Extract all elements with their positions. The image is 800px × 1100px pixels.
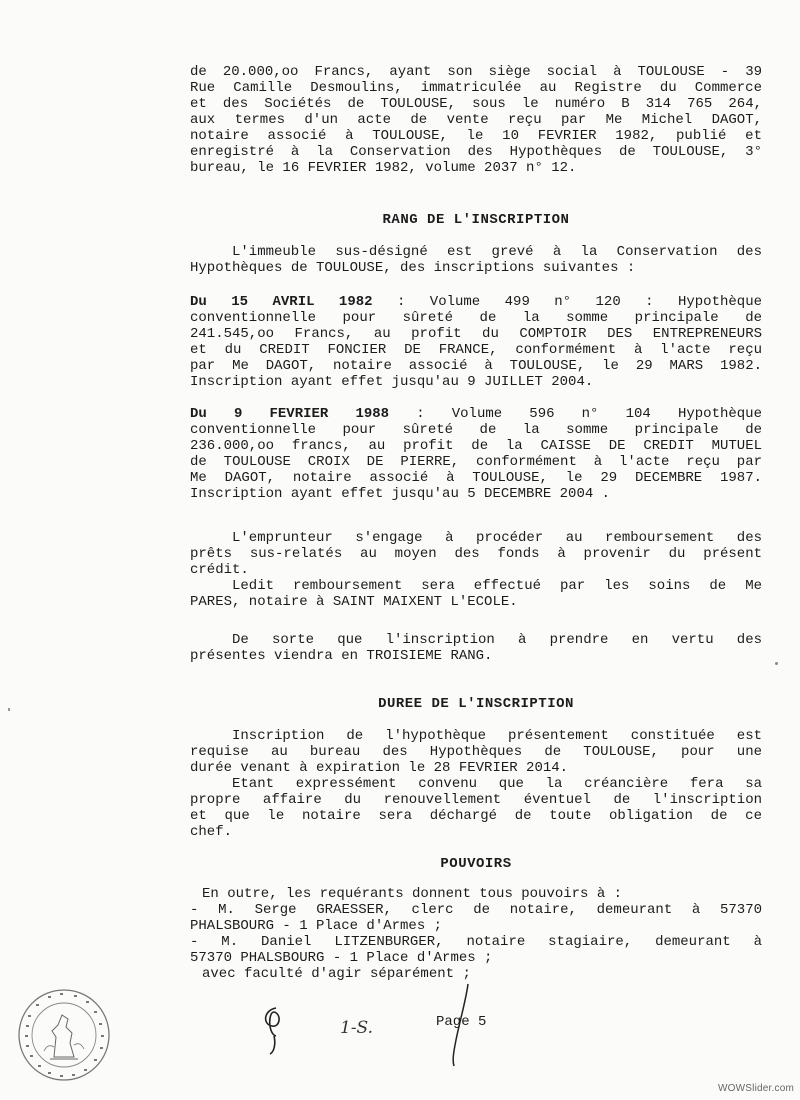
inscription-prefix: Du: [190, 294, 232, 310]
text-line: et du CREDIT FONCIER DE FRANCE, conformément à l'acte reçu: [190, 342, 762, 358]
inscription-volume: : Volume 596 n° 104 Hypothèque: [389, 406, 762, 422]
text-line: conventionnelle pour sûreté de la somme principale de: [190, 422, 762, 438]
scan-speck: [8, 708, 10, 711]
text-line: Hypothèques de TOULOUSE, des inscriptions suivantes :: [190, 260, 636, 276]
inscription-volume: : Volume 499 n° 120 : Hypothèque: [372, 294, 762, 310]
text-line: conventionnelle pour sûreté de la somme principale de: [190, 310, 762, 326]
text-line: Me DAGOT, notaire associé à TOULOUSE, le 29 DECEMBRE 1987.: [190, 470, 762, 486]
inscription-1988: [190, 406, 762, 502]
section-heading-duree: DUREE DE L'INSCRIPTION: [378, 696, 574, 712]
text-line: propre affaire du renouvellement éventuel de l'inscription: [190, 792, 762, 808]
duree-paragraph: [190, 728, 762, 840]
intro-paragraph: [190, 64, 762, 176]
text-line: chef.: [190, 824, 233, 840]
rang-intro-paragraph: [190, 244, 762, 276]
watermark-text: WOWSlider.com: [718, 1083, 794, 1094]
text-line: 57370 PHALSBOURG - 1 Place d'Armes ;: [190, 950, 493, 966]
text-line: Ledit remboursement sera effectué par les soins de Me: [232, 578, 762, 594]
text-line: et que le notaire sera déchargé de toute obligation de ce: [190, 808, 762, 824]
text-line: Etant expressément convenu que la créancière fera sa: [232, 776, 762, 792]
notary-seal-stamp: [14, 985, 114, 1085]
text-line: avec faculté d'agir séparément ;: [202, 966, 471, 982]
text-line: notaire associé à TOULOUSE, le 10 FEVRIER 1982, publié et: [190, 128, 762, 144]
text-line: requise au bureau des Hypothèques de TOULOUSE, pour une: [190, 744, 762, 760]
text-line: Inscription de l'hypothèque présentement constituée est: [232, 728, 762, 744]
text-line: En outre, les requérants donnent tous pouvoirs à :: [202, 886, 623, 902]
handwritten-initials: 1-S.: [340, 1018, 374, 1038]
inscription-date: 15 AVRIL 1982: [231, 294, 373, 310]
text-line: bureau, le 16 FEVRIER 1982, volume 2037 n° 12.: [190, 160, 577, 176]
scan-speck: [775, 662, 778, 665]
text-line: et des Sociétés de TOULOUSE, sous le numéro B 314 765 264,: [190, 96, 762, 112]
text-line: durée venant à expiration le 28 FEVRIER 2014.: [190, 760, 569, 776]
text-line: de 20.000,oo Francs, ayant son siège social à TOULOUSE - 39: [190, 64, 762, 80]
text-line: 241.545,oo Francs, au profit du COMPTOIR DES ENTREPRENEURS: [190, 326, 762, 342]
text-line: L'emprunteur s'engage à procéder au remboursement des: [232, 530, 762, 546]
inscription-prefix: Du: [190, 406, 234, 422]
text-line: 236.000,oo francs, au profit de la CAISSE DE CREDIT MUTUEL: [190, 438, 762, 454]
inscription-date: 9 FEVRIER 1988: [233, 406, 390, 422]
text-line: PHALSBOURG - 1 Place d'Armes ;: [190, 918, 443, 934]
section-heading-pouvoirs: POUVOIRS: [440, 856, 512, 872]
inscription-1982: [190, 294, 762, 390]
pouvoirs-paragraph: [190, 886, 762, 982]
text-line: - M. Serge GRAESSER, clerc de notaire, demeurant à 57370: [190, 902, 762, 918]
text-line: Inscription ayant effet jusqu'au 5 DECEMBRE 2004 .: [190, 486, 611, 502]
text-line: de TOULOUSE CROIX DE PIERRE, conformément à l'acte reçu par: [190, 454, 762, 470]
text-line: [190, 406, 762, 422]
page-number: Page 5: [436, 1014, 487, 1030]
text-line: De sorte que l'inscription à prendre en vertu des: [232, 632, 762, 648]
handwritten-signature: [250, 1000, 310, 1060]
section-heading-rang: RANG DE L'INSCRIPTION: [382, 212, 570, 228]
text-line: présentes viendra en TROISIEME RANG.: [190, 648, 493, 664]
text-line: L'immeuble sus-désigné est grevé à la Conservation des: [232, 244, 762, 260]
emprunteur-paragraph: [190, 530, 762, 610]
text-line: Rue Camille Desmoulins, immatriculée au Registre du Commerce: [190, 80, 762, 96]
text-line: - M. Daniel LITZENBURGER, notaire stagiaire, demeurant à: [190, 934, 762, 950]
text-line: aux termes d'un acte de vente reçu par Me Michel DAGOT,: [190, 112, 762, 128]
text-line: crédit.: [190, 562, 249, 578]
text-line: enregistré à la Conservation des Hypothèques de TOULOUSE, 3°: [190, 144, 762, 160]
rang-conclusion-paragraph: [190, 632, 762, 664]
text-line: Inscription ayant effet jusqu'au 9 JUILLET 2004.: [190, 374, 594, 390]
text-line: prêts sus-relatés au moyen des fonds à provenir du présent: [190, 546, 762, 562]
text-line: PARES, notaire à SAINT MAIXENT L'ECOLE.: [190, 594, 518, 610]
signature-stroke: [440, 980, 480, 1070]
text-line: par Me DAGOT, notaire associé à TOULOUSE, le 29 MARS 1982.: [190, 358, 762, 374]
text-line: [190, 294, 762, 310]
